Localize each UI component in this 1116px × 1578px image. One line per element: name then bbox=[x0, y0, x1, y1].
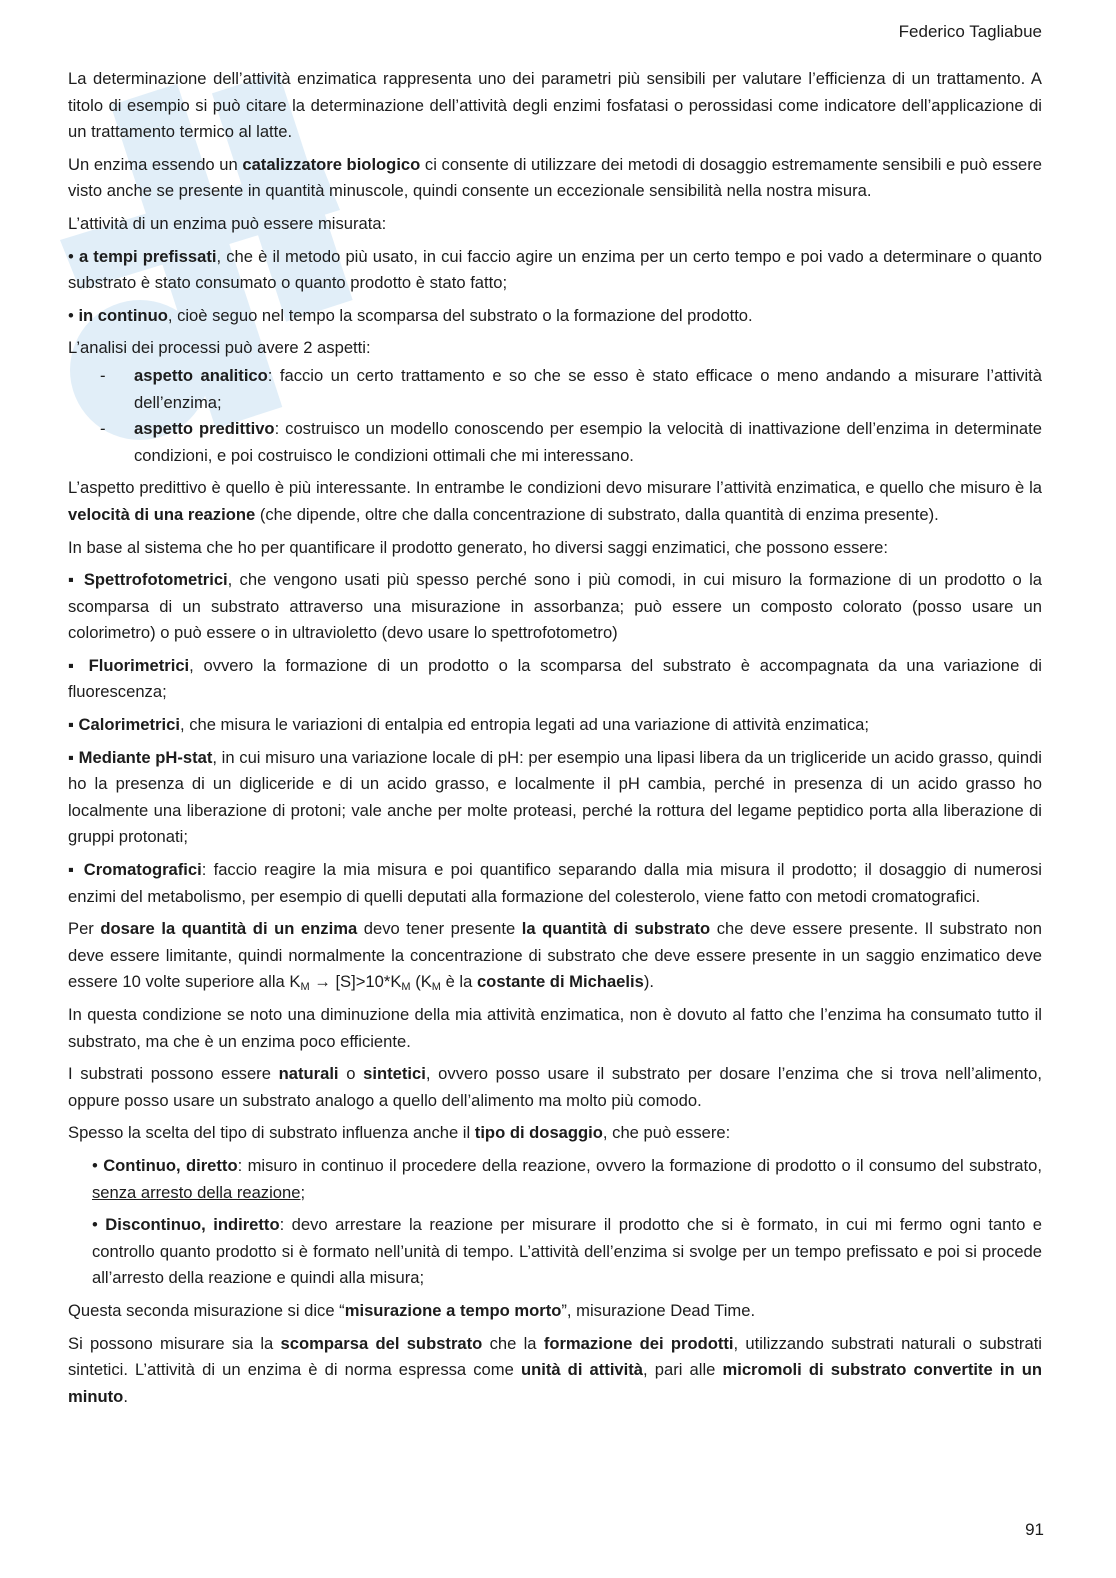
list-item: ▪ Fluorimetrici, ovvero la formazione di un prodotto o la scomparsa del substrato è accompagnata da una variazione di fluorescenza; bbox=[68, 655, 1042, 702]
list-item: • a tempi prefissati, che è il metodo più usato, in cui faccio agire un enzima per un certo tempo e poi vado a determinare o quanto substrato è stato consumato o quanto prodotto è stato fatto; bbox=[68, 246, 1042, 293]
list-item: ▪ Calorimetrici, che misura le variazioni di entalpia ed entropia legati ad una variazione di attività enzimatica; bbox=[68, 715, 869, 735]
list-item: • in continuo, cioè seguo nel tempo la scomparsa del substrato o la formazione del prodotto. bbox=[68, 305, 753, 325]
paragraph: La determinazione dell’attività enzimatica rappresenta uno dei parametri più sensibili per valutare l’efficienza di un trattamento. A titolo di esempio si può citare la determinazione dell’attività degli enzimi fosfatasi o perossidasi come indicatore dell’applicazione di un trattamento termico al latte. bbox=[68, 69, 1042, 142]
list-item: ▪ Cromatografici: faccio reagire la mia misura e poi quantifico separando dalla mia misura il prodotto; il dosaggio di numerosi enzimi del metabolismo, per esempio di quelli deputati alla formazione del colesterolo, viene fatto con metodi cromatografici. bbox=[68, 860, 1042, 906]
paragraph: In questa condizione se noto una diminuzione della mia attività enzimatica, non è dovuto al fatto che l’enzima ha consumato tutto il substrato, ma che è un enzima poco efficiente. bbox=[68, 1005, 1042, 1051]
list-item: - aspetto predittivo: costruisco un modello conoscendo per esempio la velocità di inattivazione dell’enzima in determinate condizioni, e poi costruisco le condizioni ottimali che mi interessano. bbox=[100, 419, 1042, 465]
list-item: • Continuo, diretto: misuro in continuo il procedere della reazione, ovvero la formazione di prodotto o il consumo del substrato, senza arresto della reazione; bbox=[92, 1155, 1042, 1202]
paragraph: L’attività di un enzima può essere misurata: bbox=[68, 213, 387, 233]
list-item: ▪ Mediante pH-stat, in cui misuro una variazione locale di pH: per esempio una lipasi libera da un trigliceride un acido grasso, quindi ho la presenza di un digliceride e di un acido grasso, e localmente il pH cambia, perché in presenza di un acido grasso ho localmente una liberazione di protoni; vale anche per molte proteasi, perché la rottura del legame peptidico porta alla liberazione di gruppi protonati; bbox=[68, 747, 1042, 847]
paragraph: Si possono misurare sia la scomparsa del substrato che la formazione dei prodotti, utilizzando substrati naturali o substrati sintetici. L’attività di un enzima è di norma espressa come unità di attività, pari alle micromoli di substrato convertite in un minuto. bbox=[68, 1333, 1042, 1406]
paragraph: Questa seconda misurazione si dice “misurazione a tempo morto”, misurazione Dead Time. bbox=[68, 1300, 756, 1320]
page-content bbox=[68, 66, 1042, 1416]
list-item: ▪ Spettrofotometrici, che vengono usati più spesso perché sono i più comodi, in cui misuro la formazione di un prodotto o la scomparsa di un substrato attraverso una misurazione in assorbanza; può essere un composto colorato (posso usare un colorimetro) o può essere o in ultravioletto (devo usare lo spettrofotometro) bbox=[68, 570, 1042, 643]
paragraph: L’analisi dei processi può avere 2 aspetti: bbox=[68, 338, 371, 358]
paragraph: Per dosare la quantità di un enzima devo tener presente la quantità di substrato che deve essere presente. Il substrato non deve essere limitante, quindi normalmente la concentrazione di substrato che deve essere presente in un saggio enzimatico deve essere 10 volte superiore alla $K_M \to [S]>10*K_M$ ($K_M$ è la costante di Michaelis). bbox=[68, 919, 1042, 994]
list-item: - aspetto analitico: faccio un certo trattamento e so che se esso è stato efficace o meno andando a misurare l’attività dell’enzima; bbox=[100, 365, 1043, 412]
paragraph: Un enzima essendo un catalizzatore biologico ci consente di utilizzare dei metodi di dosaggio estremamente sensibili e può essere visto anche se presente in quantità minuscole, quindi consente un eccezionale sensibilità nella nostra misura. bbox=[68, 154, 1042, 201]
list-item: • Discontinuo, indiretto: devo arrestare la reazione per misurare il prodotto che si è formato, in cui mi fermo ogni tanto e controllo quanto prodotto si è formato nell’unità di tempo. L’attività dell’enzima si svolge per un tempo prefissato e poi si procede all’arresto della reazione e quindi alla misura; bbox=[92, 1215, 1042, 1288]
aspects-list bbox=[68, 363, 1042, 469]
page-number: 91 bbox=[1025, 1520, 1044, 1539]
header-author: Federico Tagliabue bbox=[898, 22, 1042, 41]
paragraph: In base al sistema che ho per quantificare il prodotto generato, ho diversi saggi enzimatici, che possono essere: bbox=[68, 537, 889, 557]
paragraph: Spesso la scelta del tipo di substrato influenza anche il tipo di dosaggio, che può essere: bbox=[68, 1123, 731, 1143]
paragraph: I substrati possono essere naturali o sintetici, ovvero posso usare il substrato per dosare l’enzima che si trova nell’alimento, oppure posso usare un substrato analogo a quello dell’alimento ma molto più comodo. bbox=[68, 1064, 1042, 1110]
paragraph: L’aspetto predittivo è quello è più interessante. In entrambe le condizioni devo misurare l’attività enzimatica, e quello che misuro è la velocità di una reazione (che dipende, oltre che dalla concentrazione di substrato, dalla quantità di enzima presente). bbox=[68, 478, 1042, 524]
